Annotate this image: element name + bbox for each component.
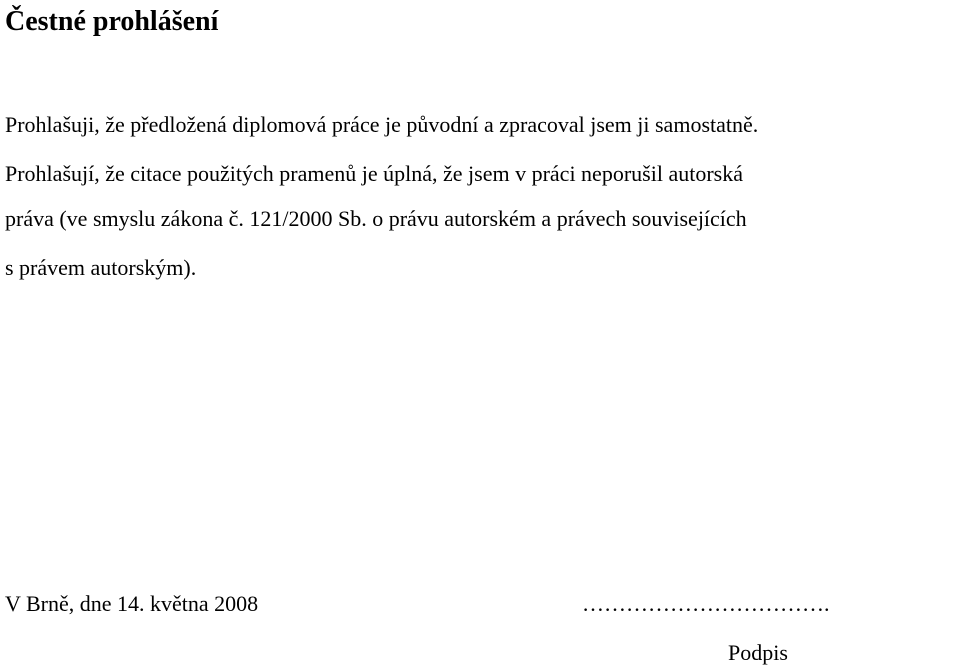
declaration-line-4: s právem autorským). <box>5 255 197 280</box>
place-and-date: V Brně, dne 14. května 2008 <box>5 591 259 616</box>
signature-line: ……………………………. <box>582 591 830 616</box>
page-title: Čestné prohlášení <box>5 6 219 37</box>
declaration-line-3: práva (ve smyslu zákona č. 121/2000 Sb. o právu autorském a právech souvisejících <box>5 206 747 231</box>
declaration-line-1: Prohlašuji, že předložená diplomová práce je původní a zpracoval jsem ji samostatně. <box>5 112 759 137</box>
signature-label: Podpis <box>728 640 788 665</box>
declaration-line-2: Prohlašují, že citace použitých pramenů je úplná, že jsem v práci neporušil autorská <box>5 161 743 186</box>
